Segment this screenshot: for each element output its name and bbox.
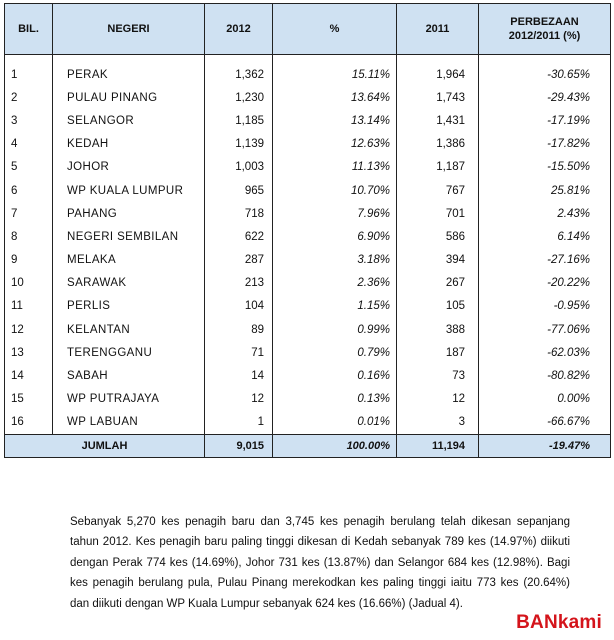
cell-percent: 3.18% <box>273 249 397 272</box>
table-row <box>5 411 611 435</box>
cell-2011: 3 <box>397 411 479 435</box>
cell-negeri: WP LABUAN <box>53 411 205 435</box>
cell-difference: -66.67% <box>479 411 611 435</box>
watermark-logo-text: BANkami <box>516 612 602 633</box>
cell-difference: -27.16% <box>479 249 611 272</box>
cell-percent: 0.79% <box>273 341 397 364</box>
cell-difference: -0.95% <box>479 295 611 318</box>
total-difference: -19.47% <box>479 435 611 458</box>
header-difference-line1: PERBEZAAN <box>510 16 579 28</box>
cell-percent: 2.36% <box>273 272 397 295</box>
cell-2011: 1,386 <box>397 133 479 156</box>
table-row <box>5 295 611 318</box>
cell-2011: 1,743 <box>397 86 479 109</box>
cell-difference: -77.06% <box>479 318 611 341</box>
cell-2012: 622 <box>205 225 273 248</box>
total-label: JUMLAH <box>5 435 205 458</box>
cell-negeri: MELAKA <box>53 249 205 272</box>
cell-bil: 4 <box>5 133 53 156</box>
header-negeri: NEGERI <box>53 4 205 55</box>
cell-difference: -15.50% <box>479 156 611 179</box>
cell-2012: 71 <box>205 341 273 364</box>
cell-2012: 89 <box>205 318 273 341</box>
total-row <box>5 435 611 458</box>
total-percent: 100.00% <box>273 435 397 458</box>
cell-percent: 0.01% <box>273 411 397 435</box>
cell-2012: 104 <box>205 295 273 318</box>
cell-2011: 12 <box>397 388 479 411</box>
table-row <box>5 388 611 411</box>
cell-bil: 13 <box>5 341 53 364</box>
cell-2012: 213 <box>205 272 273 295</box>
cell-percent: 13.64% <box>273 86 397 109</box>
header-difference <box>479 4 611 55</box>
cell-negeri: PAHANG <box>53 202 205 225</box>
cell-negeri: SELANGOR <box>53 109 205 132</box>
cell-bil: 11 <box>5 295 53 318</box>
cell-difference: -80.82% <box>479 364 611 387</box>
cell-2011: 73 <box>397 364 479 387</box>
cell-2011: 586 <box>397 225 479 248</box>
cell-2011: 394 <box>397 249 479 272</box>
header-2012: 2012 <box>205 4 273 55</box>
cell-bil: 1 <box>5 63 53 86</box>
cell-2011: 701 <box>397 202 479 225</box>
cell-percent: 7.96% <box>273 202 397 225</box>
cell-2012: 1 <box>205 411 273 435</box>
table-row <box>5 249 611 272</box>
cell-difference: 6.14% <box>479 225 611 248</box>
cell-negeri: TERENGGANU <box>53 341 205 364</box>
cell-2011: 267 <box>397 272 479 295</box>
cell-negeri: WP KUALA LUMPUR <box>53 179 205 202</box>
cell-2012: 965 <box>205 179 273 202</box>
cell-2011: 1,431 <box>397 109 479 132</box>
cell-2011: 388 <box>397 318 479 341</box>
cell-2012: 12 <box>205 388 273 411</box>
cell-difference: -20.22% <box>479 272 611 295</box>
table-row <box>5 364 611 387</box>
cell-difference: 2.43% <box>479 202 611 225</box>
table-row <box>5 179 611 202</box>
table-row <box>5 225 611 248</box>
total-2012: 9,015 <box>205 435 273 458</box>
table-row <box>5 86 611 109</box>
table-row <box>5 341 611 364</box>
cell-percent: 13.14% <box>273 109 397 132</box>
cell-2012: 718 <box>205 202 273 225</box>
cell-difference: -62.03% <box>479 341 611 364</box>
table-row <box>5 156 611 179</box>
cell-negeri: PULAU PINANG <box>53 86 205 109</box>
table-row <box>5 63 611 86</box>
cell-bil: 5 <box>5 156 53 179</box>
cell-negeri: PERAK <box>53 63 205 86</box>
cell-difference: -30.65% <box>479 63 611 86</box>
cell-difference: -29.43% <box>479 86 611 109</box>
cell-bil: 7 <box>5 202 53 225</box>
cell-2012: 1,185 <box>205 109 273 132</box>
cell-2012: 1,139 <box>205 133 273 156</box>
cell-bil: 3 <box>5 109 53 132</box>
cell-percent: 12.63% <box>273 133 397 156</box>
cell-2011: 1,187 <box>397 156 479 179</box>
cell-difference: -17.82% <box>479 133 611 156</box>
cell-percent: 0.99% <box>273 318 397 341</box>
cell-bil: 14 <box>5 364 53 387</box>
table-spacer-row <box>5 55 611 64</box>
cell-bil: 2 <box>5 86 53 109</box>
cell-negeri: SARAWAK <box>53 272 205 295</box>
cell-negeri: KEDAH <box>53 133 205 156</box>
cell-percent: 0.13% <box>273 388 397 411</box>
cell-percent: 15.11% <box>273 63 397 86</box>
cell-bil: 15 <box>5 388 53 411</box>
cell-difference: -17.19% <box>479 109 611 132</box>
header-percent: % <box>273 4 397 55</box>
cell-negeri: WP PUTRAJAYA <box>53 388 205 411</box>
cell-2012: 1,362 <box>205 63 273 86</box>
cell-2011: 105 <box>397 295 479 318</box>
cell-percent: 1.15% <box>273 295 397 318</box>
cell-bil: 8 <box>5 225 53 248</box>
table-footer <box>5 435 611 458</box>
total-2011: 11,194 <box>397 435 479 458</box>
cell-2011: 1,964 <box>397 63 479 86</box>
header-difference-line2: 2012/2011 (%) <box>508 30 581 42</box>
cell-difference: 0.00% <box>479 388 611 411</box>
table-row <box>5 272 611 295</box>
table-row <box>5 318 611 341</box>
table-row <box>5 109 611 132</box>
cell-percent: 6.90% <box>273 225 397 248</box>
cell-2012: 1,003 <box>205 156 273 179</box>
cell-2011: 767 <box>397 179 479 202</box>
cell-bil: 10 <box>5 272 53 295</box>
cell-percent: 11.13% <box>273 156 397 179</box>
cell-negeri: SABAH <box>53 364 205 387</box>
cell-bil: 16 <box>5 411 53 435</box>
summary-paragraph: Sebanyak 5,270 kes penagih baru dan 3,745 kes penagih berulang telah dikesan sepanjang tahun 2012. Kes penagih baru paling tinggi dikesan di Kedah sebanyak 789 kes (14.97%) diikuti dengan Perak 774 kes (14.69%), Johor 731 kes (13.87%) dan Selangor 684 kes (12.98%). Bagi kes penagih berulang pula, Pulau Pinang merekodkan kes paling tinggi iaitu 773 kes (20.64%) dan diikuti dengan WP Kuala Lumpur sebanyak 624 kes (16.66%) (Jadual 4). <box>70 515 570 610</box>
cell-2011: 187 <box>397 341 479 364</box>
cell-bil: 12 <box>5 318 53 341</box>
cell-bil: 6 <box>5 179 53 202</box>
cell-negeri: NEGERI SEMBILAN <box>53 225 205 248</box>
cell-percent: 10.70% <box>273 179 397 202</box>
table-body <box>5 55 611 435</box>
table-row <box>5 202 611 225</box>
cell-2012: 287 <box>205 249 273 272</box>
cell-bil: 9 <box>5 249 53 272</box>
cell-percent: 0.16% <box>273 364 397 387</box>
table-row <box>5 133 611 156</box>
cell-difference: 25.81% <box>479 179 611 202</box>
cell-negeri: PERLIS <box>53 295 205 318</box>
header-2011: 2011 <box>397 4 479 55</box>
cell-2012: 1,230 <box>205 86 273 109</box>
drug-cases-table-container <box>4 3 610 458</box>
drug-cases-table <box>4 3 611 458</box>
cell-negeri: JOHOR <box>53 156 205 179</box>
header-bil: BIL. <box>5 4 53 55</box>
cell-2012: 14 <box>205 364 273 387</box>
table-header <box>5 4 611 55</box>
cell-negeri: KELANTAN <box>53 318 205 341</box>
